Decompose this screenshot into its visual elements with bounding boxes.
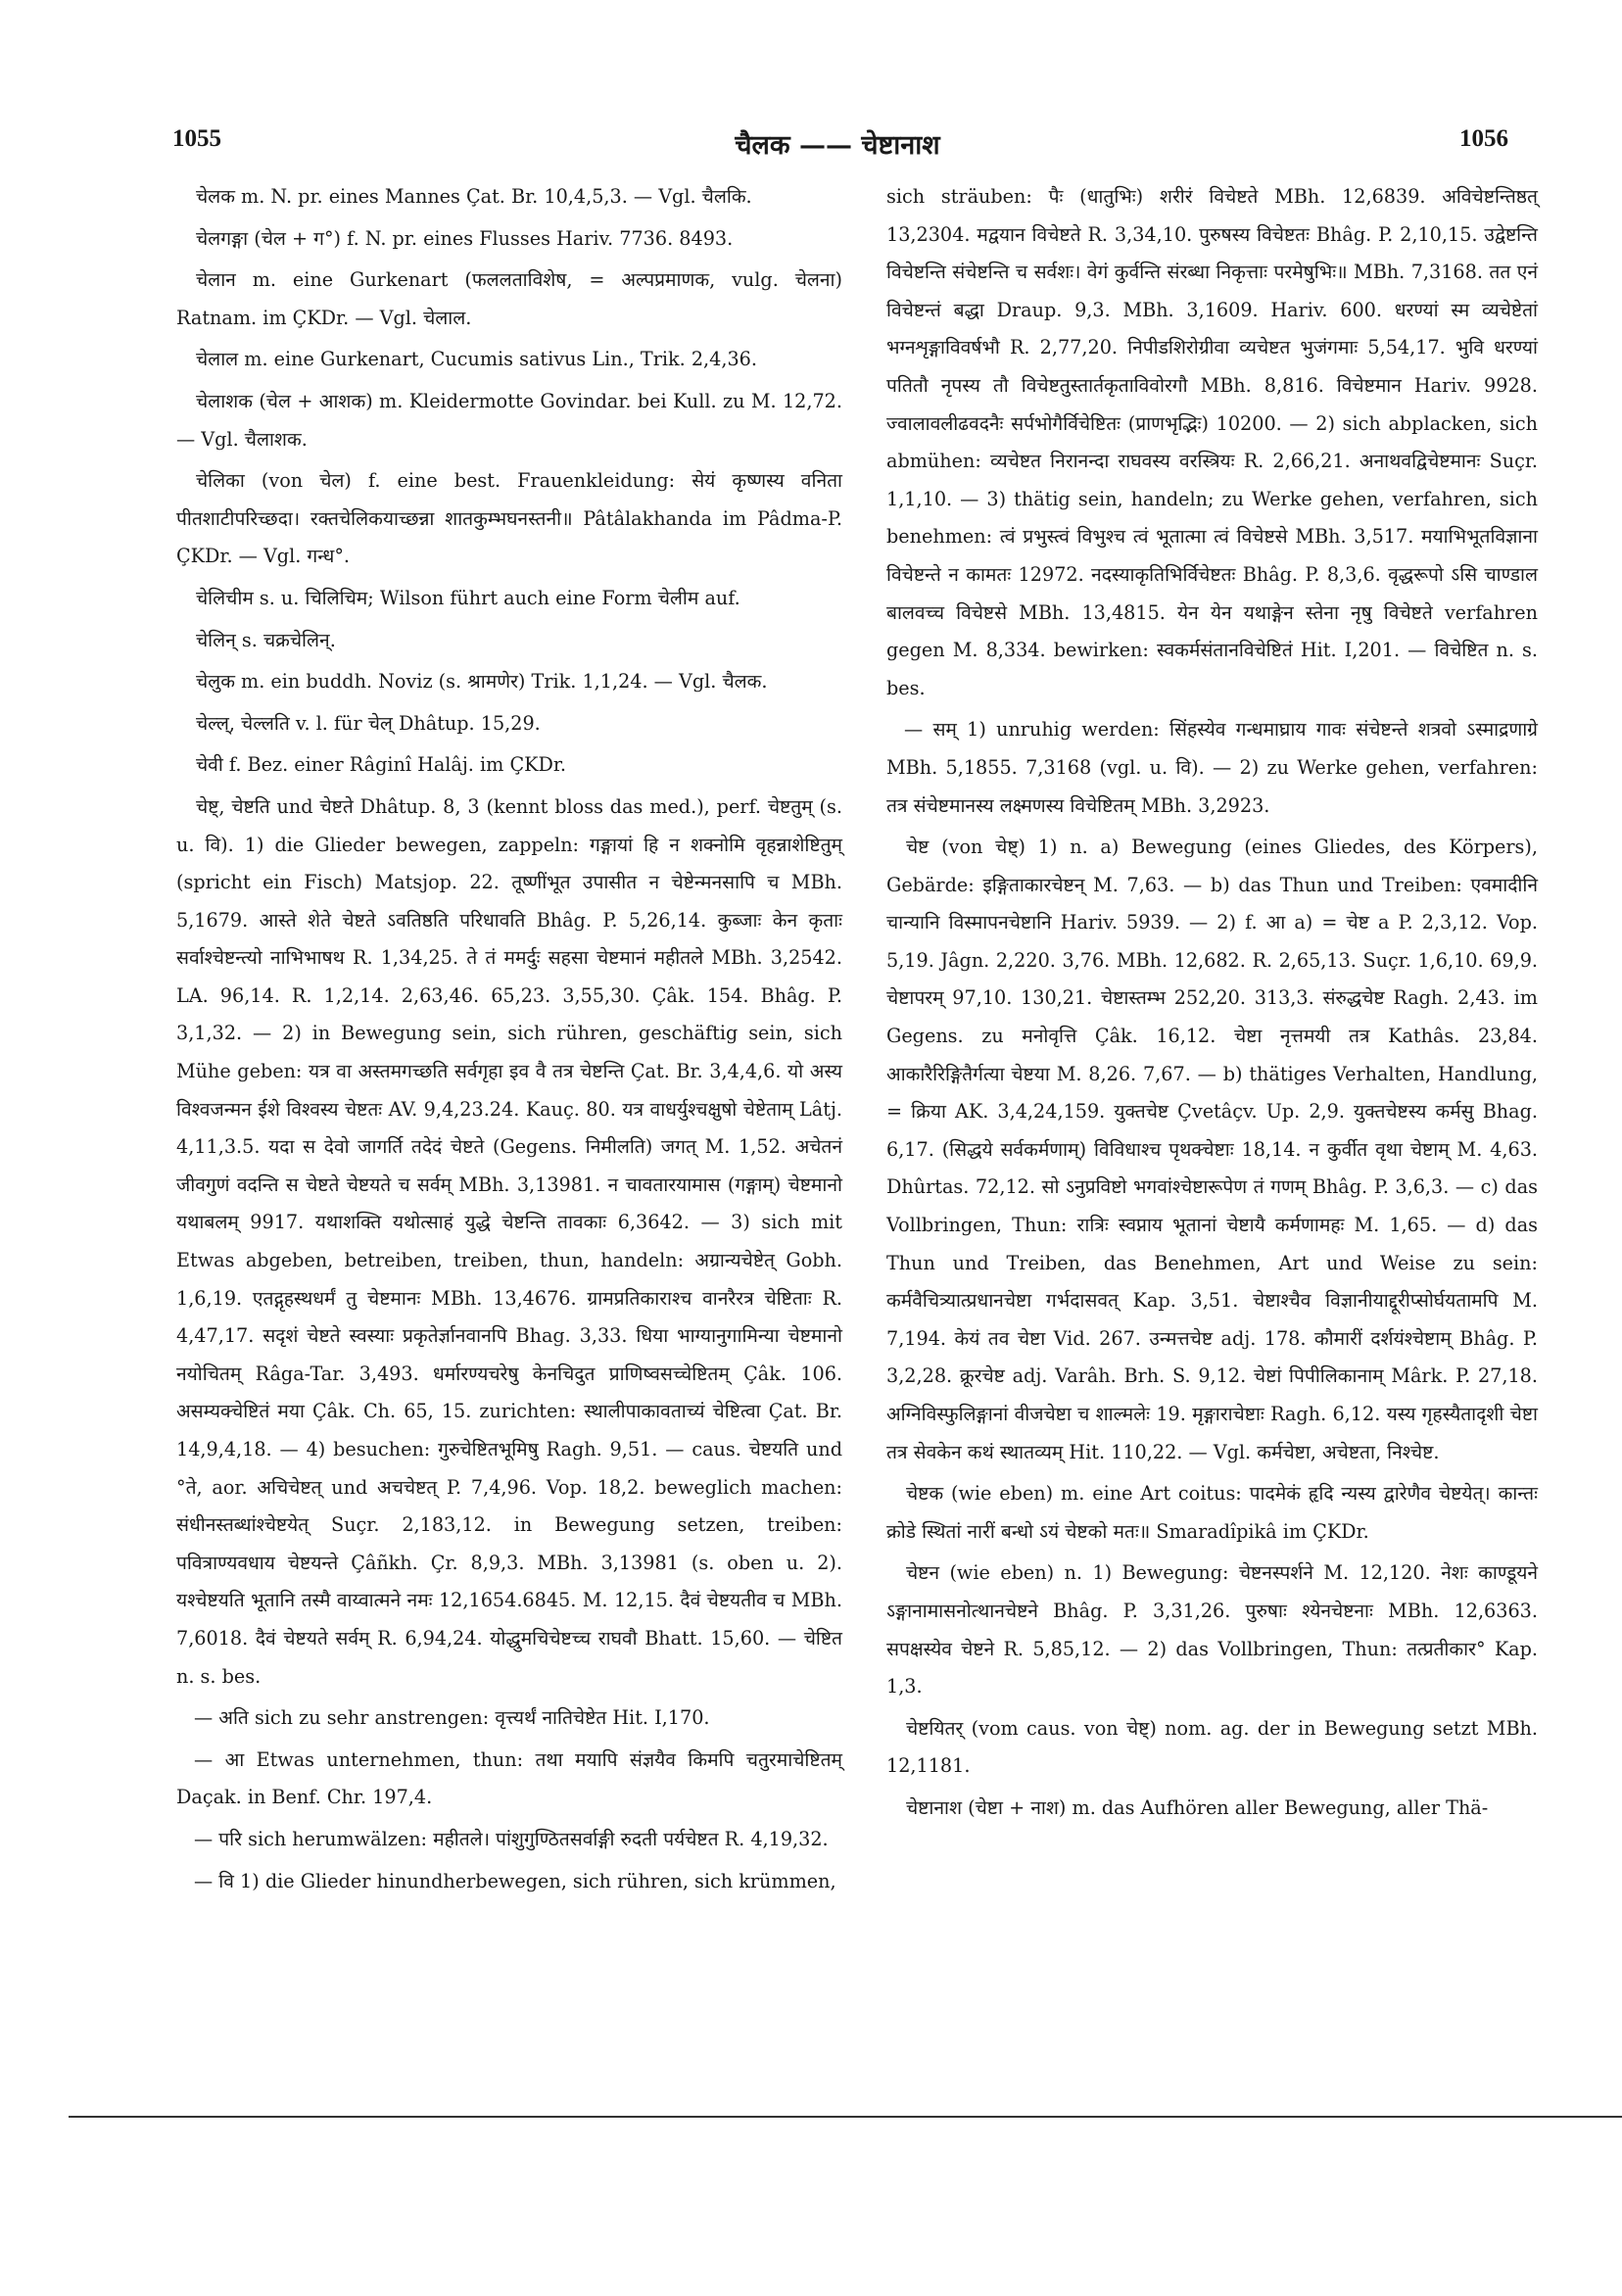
page-header: [167, 125, 1508, 168]
entry-cheshtana: चेष्टन (wie eben) n. 1) Bewegung: चेष्टनस्पर्शने M. 12,120. नेशः काण्डूयने ऽङ्गानामासनोत्थानचेष्टने Bhâg. P. 3,31,26. पुरुषाः श्येनचेष्टनाः MBh. 12,6363. सपक्षस्येव चेष्टने R. 5,85,12. — 2) das Vollbringen, Thun: तत्प्रतीकार° Kap. 1,3.: [886, 1561, 1538, 1698]
page-number-left: 1055: [172, 125, 221, 152]
entry-chell: चेल्ल्, चेल्लति v. l. für चेल् Dhâtup. 15,29.: [196, 711, 541, 735]
entry-chelala: चेलाल m. eine Gurkenart, Cucumis sativus Lin., Trik. 2,4,36.: [196, 348, 757, 371]
subentry-a: — आ Etwas unternehmen, thun: तथा मयापि संज्ञयैव किमपि चतुरमाचेष्टितम् Daçak. in Benf. Chr. 197,4.: [176, 1747, 842, 1809]
right-column: [886, 178, 1538, 1832]
entry-chevi: चेवी f. Bez. einer Râginî Halâj. im ÇKDr.: [196, 753, 567, 777]
entry-chelika: चेलिका (von चेल) f. eine best. Frauenkleidung: सेयं कृष्णस्य वनिता पीतशाटीपरिच्छदा। रक्तचेलिकयाच्छन्ना शातकुम्भघनस्तनी॥ Pâtâlakhanda im Pâdma-P. ÇKDr. — Vgl. गन्ध°.: [176, 469, 842, 568]
subentry-sam: — सम् 1) unruhig werden: सिंहस्येव गन्धमाघ्राय गावः संचेष्टन्ते शत्रवो ऽस्माद्रणाग्रे MBh. 5,1855. 7,3168 (vgl. u. वि). — 2) zu Werke gehen, verfahren: तत्र संचेष्टमानस्य लक्ष्मणस्य विचेष्टितम् MBh. 3,2923.: [886, 718, 1538, 817]
entry-cheshta: चेष्ट (von चेष्ट्) 1) n. a) Bewegung (eines Gliedes, des Körpers), Gebärde: इङ्गिताकारचेष्टन् M. 7,63. — b) das Thun und Treiben: एवमादीनि चान्यानि विस्मापनचेष्टानि Hariv. 5939. — 2) f. आ a) = चेष्ट a P. 2,3,12. Vop. 5,19. Jâgn. 2,220. 3,76. MBh. 12,682. R. 2,65,13. Suçr. 1,6,10. 69,9. चेष्टापरम् 97,10. 130,21. चेष्टास्तम्भ 252,20. 313,3. संरुद्धचेष्ट Ragh. 2,43. im Gegens. zu मनोवृत्ति Çâk. 16,12. चेष्टा नृत्तमयी तत्र Kathâs. 23,84. आकारैरिङ्गितैर्गत्या चेष्टया M. 8,26. 7,67. — b) thätiges Verhalten, Handlung, = क्रिया AK. 3,4,24,159. युक्तचेष्ट Çvetâçv. Up. 2,9. युक्तचेष्टस्य कर्मसु Bhag. 6,17. (सिद्धये सर्वकर्मणाम्) विविधाश्च पृथक्चेष्टाः 18,14. न कुर्वीत वृथा चेष्टाम् M. 4,63. Dhûrtas. 72,12. सो ऽनुप्रविष्टो भगवांश्चेष्टारूपेण तं गणम् Bhâg. P. 3,6,3. — c) das Vollbringen, Thun: रात्रिः स्वप्नाय भूतानां चेष्टायै कर्मणामहः M. 1,65. — d) das Thun und Treiben, das Benehmen, Art und Weise zu sein: कर्मवैचित्र्यात्प्रधानचेष्टा गर्भदासवत् Kap. 3,51. चेष्टाश्चैव विज्ञानीयाद्दूरीप्सोर्घयतामपि M. 7,194. केयं तव चेष्टा Vid. 267. उन्मत्तचेष्ट adj. 178. कौमारीं दर्शयंश्चेष्टाम् Bhâg. P. 3,2,28. क्रूरचेष्ट adj. Varâh. Brh. S. 9,12. चेष्टां पिपीलिकानाम् Mârk. P. 27,18. अग्निविस्फुलिङ्गानां वीजचेष्टा च शाल्मलेः 19. मृङ्गाराचेष्टाः Ragh. 6,12. यस्य गृहस्यैतादृशी चेष्टा तत्र सेवकेन कथं स्थातव्यम् Hit. 110,22. — Vgl. कर्मचेष्टा, अचेष्टता, निश्चेष्ट.: [886, 836, 1538, 1463]
subentry-pari: — परि sich herumwälzen: महीतले। पांशुगुण्ठितसर्वाङ्गी रुदती पर्यचेष्टत R. 4,19,32.: [194, 1827, 829, 1850]
subentry-vi: — वि 1) die Glieder hinundherbewegen, sich rühren, sich krümmen,: [194, 1869, 836, 1892]
entry-cheluka: चेलुक m. ein buddh. Noviz (s. श्रामणेर) Trik. 1,1,24. — Vgl. चैलक.: [196, 670, 768, 694]
entry-chelin: चेलिन् s. चक्रचेलिन्.: [196, 628, 336, 651]
running-title: चैलक —— चेष्टानाश: [735, 130, 940, 161]
entry-chelana: चेलान m. eine Gurkenart (फललताविशेष, = अल्पप्रमाणक, vulg. चेलना) Ratnam. im ÇKDr. — Vgl. चेलाल.: [176, 268, 842, 329]
entry-chailaka: चेलक m. N. pr. eines Mannes Çat. Br. 10,4,5,3. — Vgl. चैलकि.: [196, 185, 752, 208]
entry-cheshtaka: चेष्टक (wie eben) m. eine Art coitus: पादमेकं हृदि न्यस्य द्वारेणैव चेष्टयेत्। कान्तः क्रोडे स्थितां नारीं बन्धो ऽयं चेष्टको मतः॥ Smaradîpikâ im ÇKDr.: [886, 1482, 1538, 1543]
bottom-rule: [69, 2116, 1622, 2118]
entry-chelaganga: चेलगङ्गा (चेल + ग°) f. N. pr. eines Flusses Hariv. 7736. 8493.: [196, 226, 734, 250]
entry-chelichima: चेलिचीम s. u. चिलिचिम; Wilson führt auch eine Form चेलीम auf.: [196, 586, 740, 609]
entry-chelashaka: चेलाशक (चेल + आशक) m. Kleidermotte Govindar. bei Kull. zu M. 12,72. — Vgl. चैलाशक.: [176, 389, 842, 451]
subentry-ati: — अति sich zu sehr anstrengen: वृत्त्यर्थं नातिचेष्टेत Hit. I,170.: [194, 1706, 710, 1730]
entry-cheshtayitar: चेष्टयितर् (vom caus. von चेष्ट्) nom. ag. der in Bewegung setzt MBh. 12,1181.: [886, 1716, 1538, 1778]
entry-cheshtanasha: चेष्टानाश (चेष्टा + नाश) m. das Aufhören aller Bewegung, aller Thä-: [906, 1795, 1489, 1819]
subentry-vi-continued: sich sträuben: पैः (धातुभिः) शरीरं विचेष्टते MBh. 12,6839. अविचेष्टन्तिष्ठत् 13,2304. मद्वयान विचेष्टते R. 3,34,10. पुरुषस्य विचेष्टतः Bhâg. P. 2,10,15. उद्वेष्टन्ति विचेष्टन्ति संचेष्टन्ति च सर्वशः। वेगं कुर्वन्ति संरब्धा निकृत्ताः परमेषुभिः॥ MBh. 7,3168. तत एनं विचेष्टन्तं बद्धा Draup. 9,3. MBh. 3,1609. Hariv. 600. धरण्यां स्म व्यचेष्टेतां भग्नशृङ्गाविवर्षभौ R. 2,77,20. निपीडशिरोग्रीवा व्यचेष्टत भुजंगमाः 5,54,17. भुवि धरण्यां पतितौ नृपस्य तौ विचेष्टतुस्तार्तकृताविवोरगौ MBh. 8,816. विचेष्टमान Hariv. 9928. ज्वालावलीढवदनैः सर्पभोगैर्विचेष्टितः (प्राणभृद्भिः) 10200. — 2) sich abplacken, sich abmühen: व्यचेष्टत निरानन्दा राघवस्य वरस्त्रियः R. 2,66,21. अनाथवद्विचेष्टमानः Suçr. 1,1,10. — 3) thätig sein, handeln; zu Werke gehen, verfahren, sich benehmen: त्वं प्रभुस्त्वं विभुश्च त्वं भूतात्मा त्वं विचेष्टसे MBh. 3,517. मयाभिभूतविज्ञाना विचेष्टन्ते न कामतः 12972. नदस्याकृतिभिर्विचेष्टतः Bhâg. P. 8,3,6. वृद्धरूपो ऽसि चाण्डाल बालवच्च विचेष्टसे MBh. 13,4815. येन येन यथाङ्गेन स्तेना नृषु विचेष्टते verfahren gegen M. 8,334. bewirken: स्वकर्मसंतानविचेष्टितं Hit. I,201. — विचेष्टित n. s. bes.: [886, 185, 1538, 699]
page-number-right: 1056: [1459, 125, 1508, 152]
entry-chesht: चेष्ट्, चेष्टति und चेष्टते Dhâtup. 8, 3 (kennt bloss das med.), perf. चेष्टतुम् (s. u. वि). 1) die Glieder bewegen, zappeln: गङ्गायां हि न शक्नोमि वृहन्नाशेष्टितुम् (spricht ein Fisch) Matsjop. 22. तूष्णींभूत उपासीत न चेष्टेन्मनसापि च MBh. 5,1679. आस्ते शेते चेष्टते ऽवतिष्ठति परिधावति Bhâg. P. 5,26,14. कुब्जाः केन कृताः सर्वाश्चेष्टन्त्यो नाभिभाषथ R. 1,34,25. ते तं ममर्दुः सहसा चेष्टमानं महीतले MBh. 3,2542. LA. 96,14. R. 1,2,14. 2,63,46. 65,23. 3,55,30. Çâk. 154. Bhâg. P. 3,1,32. — 2) in Bewegung sein, sich rühren, geschäftig sein, sich Mühe geben: यत्र वा अस्तमगच्छति सर्वगृहा इव वै तत्र चेष्टन्ति Çat. Br. 3,4,4,6. यो अस्य विश्वजन्मन ईशे विश्वस्य चेष्टतः AV. 9,4,23.24. Kauç. 80. यत्र वाधर्युश्चक्षुषो चेष्टेताम् Lâtj. 4,11,3.5. यदा स देवो जागर्ति तदेदं चेष्टते (Gegens. निमीलति) जगत् M. 1,52. अचेतनं जीवगुणं वदन्ति स चेष्टते चेष्टयते च सर्वम् MBh. 3,13981. न चावतारयामास (गङ्गाम्) चेष्टमानो यथाबलम् 9917. यथाशक्ति यथोत्साहं युद्धे चेष्टन्ति तावकाः 6,3642. — 3) sich mit Etwas abgeben, betreiben, treiben, thun, handeln: अग्रान्यचेष्टेत् Gobh. 1,6,19. एतद्गृहस्थधर्मं तु चेष्टमानः MBh. 13,4676. ग्रामप्रतिकाराश्च वानरैरत्र चेष्टिताः R. 4,47,17. सदृशं चेष्टते स्वस्याः प्रकृतेर्ज्ञानवानपि Bhag. 3,33. धिया भाग्यानुगामिन्या चेष्टमानो नयोचितम् Râga-Tar. 3,493. धर्मारण्यचरेषु केनचिदुत प्राणिष्वसच्चेष्टितम् Çâk. 106. असम्यक्चेष्टितं मया Çâk. Ch. 65, 15. zurichten: स्थालीपाकावताच्यं चेष्टित्वा Çat. Br. 14,9,4,18. — 4) besuchen: गुरुचेष्टितभूमिषु Ragh. 9,51. — caus. चेष्टयति und °ते, aor. अचिचेष्टत् und अचचेष्टत् P. 7,4,96. Vop. 18,2. beweglich machen: संधीनस्तब्धांश्चेष्टयेत् Suçr. 2,183,12. in Bewegung setzen, treiben: पवित्राण्यवधाय चेष्टयन्ते Çâñkh. Çr. 8,9,3. MBh. 3,13981 (s. oben u. 2). यश्चेष्टयति भूतानि तस्मै वाय्वात्मने नमः 12,1654.6845. M. 12,15. दैवं चेष्टयतीव च MBh. 7,6018. दैवं चेष्टयते सर्वम् R. 6,94,24. योद्धुमचिचेष्टच्च राघवौ Bhatt. 15,60. — चेष्टित n. s. bes.: [176, 794, 842, 1688]
left-column: [176, 178, 842, 1904]
